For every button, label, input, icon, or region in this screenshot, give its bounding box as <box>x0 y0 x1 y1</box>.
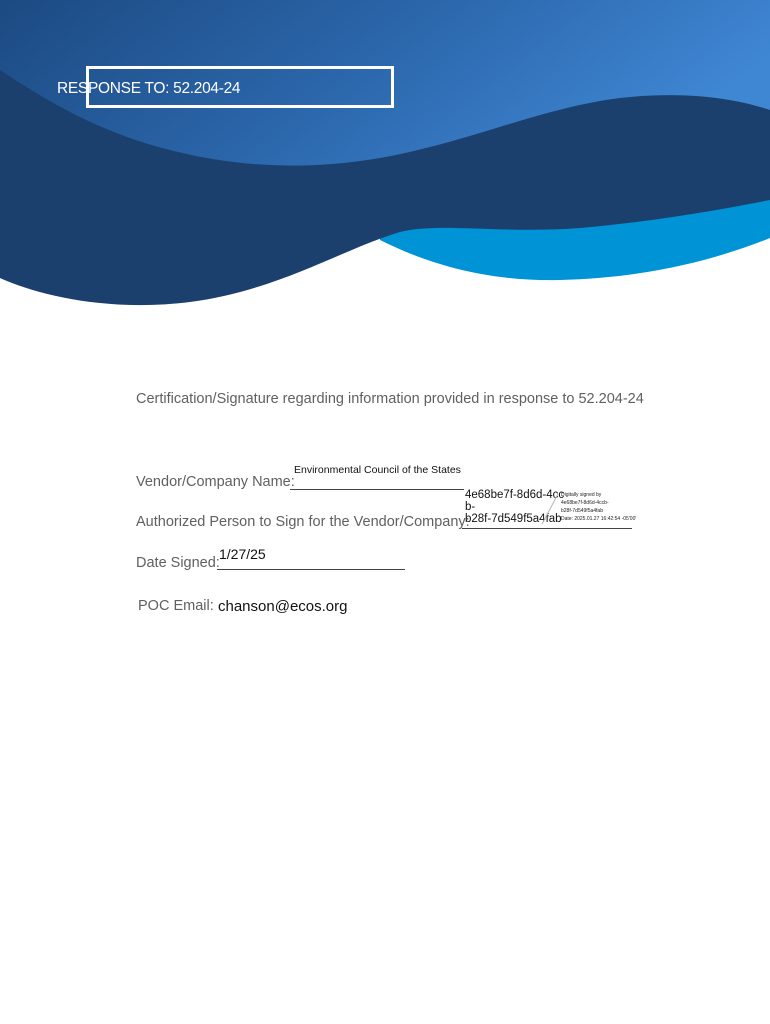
signature-mark-icon <box>538 492 562 526</box>
signature-name-line[interactable]: b- <box>465 501 476 513</box>
date-signed-underline <box>217 569 405 570</box>
digital-signature-text: 4e68be7f-8d6d-4ccb- <box>561 500 609 506</box>
vendor-name-underline <box>290 489 464 490</box>
date-signed-field[interactable]: 1/27/25 <box>219 546 266 562</box>
header-wave-graphic <box>0 0 770 320</box>
digital-signature-text: b28f-7d549f5a4fab <box>561 508 603 514</box>
vendor-name-field[interactable]: Environmental Council of the States <box>294 464 461 476</box>
certification-heading: Certification/Signature regarding information provided in response to 52.204-24 <box>136 391 644 407</box>
authorized-person-label: Authorized Person to Sign for the Vendor/Company: <box>136 514 470 530</box>
poc-email-label: POC Email: <box>138 598 214 614</box>
signature-name-line[interactable]: 4e68be7f-8d6d-4cc <box>465 489 565 501</box>
digital-signature-text: Digitally signed by <box>561 492 602 498</box>
signature-name-line[interactable]: b28f-7d549f5a4fab <box>465 513 562 525</box>
poc-email-field[interactable]: chanson@ecos.org <box>218 598 348 615</box>
vendor-name-label: Vendor/Company Name: <box>136 474 295 490</box>
page-title: RESPONSE TO: 52.204-24 <box>57 80 241 97</box>
signature-underline <box>462 528 632 529</box>
digital-signature-text: Date: 2025.01.27 16:42:54 -05'00' <box>561 516 637 522</box>
date-signed-label: Date Signed: <box>136 555 220 571</box>
